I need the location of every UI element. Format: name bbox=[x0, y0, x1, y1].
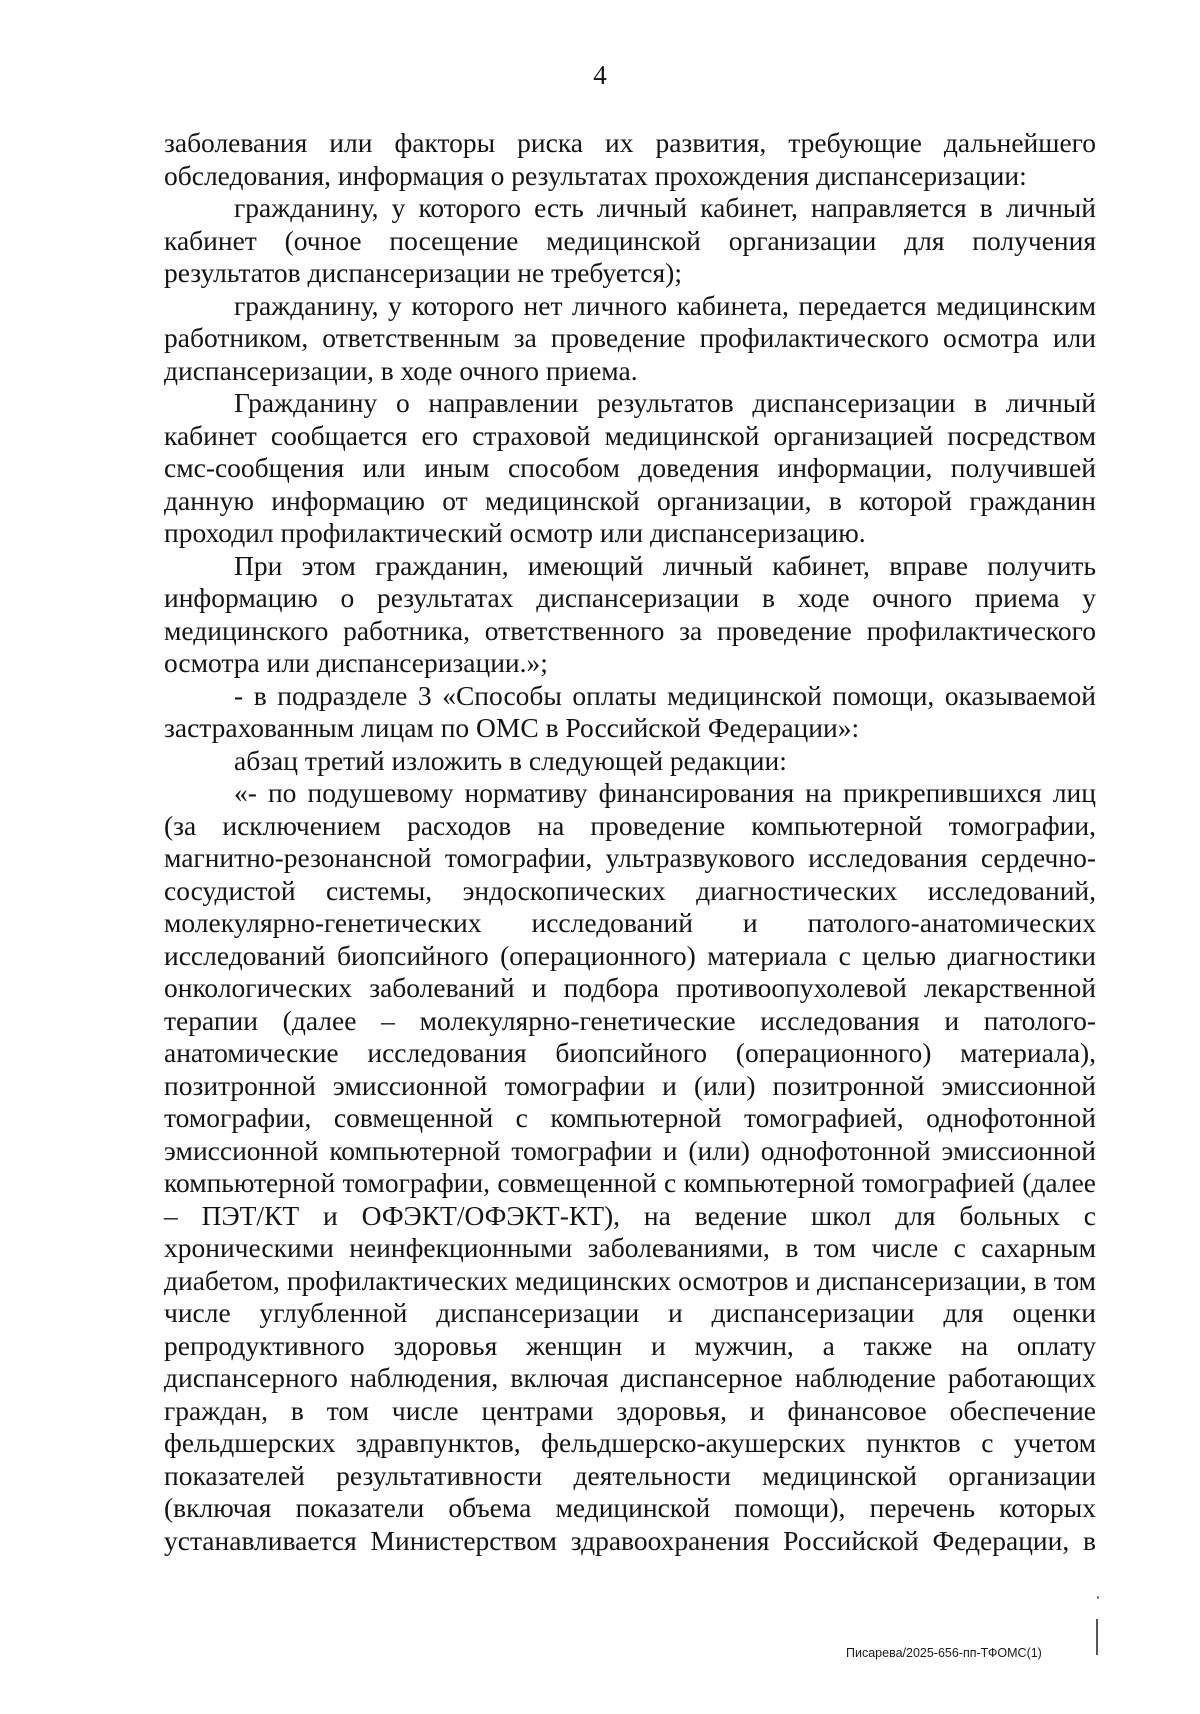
footer-document-id: Писарева/2025-656-пп-ТФОМС(1) bbox=[846, 1646, 1042, 1660]
document-body bbox=[164, 127, 1096, 1557]
paragraph-3: гражданину, у которого нет личного кабинета, передается медицинским работником, ответственным за проведение профилактического осмотра или диспансеризации, в ходе очного приема. bbox=[164, 289, 1096, 386]
paragraph-4: Гражданину о направлении результатов диспансеризации в личный кабинет сообщается его страховой медицинской организацией посредством смс-сообщения или иным способом доведения информации, получившей данную информацию от медицинской организации, в которой гражданин проходил профилактический осмотр или диспансеризацию. bbox=[164, 387, 1096, 548]
page-number: 4 bbox=[593, 60, 607, 90]
margin-mark bbox=[1096, 1619, 1098, 1655]
paragraph-7: абзац третий изложить в следующей редакции: bbox=[234, 744, 787, 776]
paragraph-2: гражданину, у которого есть личный кабинет, направляется в личный кабинет (очное посещение медицинской организации для получения результатов диспансеризации не требуется); bbox=[164, 192, 1096, 288]
paragraph-6: - в подразделе 3 «Способы оплаты медицинской помощи, оказываемой застрахованным лицам по ОМС в Российской Федерации»: bbox=[164, 679, 1096, 743]
paragraph-5: При этом гражданин, имеющий личный кабинет, вправе получить информацию о результатах диспансеризации в ходе очного приема у медицинского работника, ответственного за проведение профилактического осмотра или диспансеризации.»; bbox=[164, 549, 1096, 678]
margin-dot bbox=[1097, 1596, 1099, 1599]
paragraph-1: заболевания или факторы риска их развития, требующие дальнейшего обследования, информация о результатах прохождения диспансеризации: bbox=[164, 127, 1096, 191]
paragraph-8: «- по подушевому нормативу финансирования на прикрепившихся лиц (за исключением расходов на проведение компьютерной томографии, магнитно-резонансной томографии, ультразвукового исследования сердечно-сосудистой системы, эндоскопических диагностических исследований, молекулярно-генетических исследований и патолого-анатомических исследований биопсийного (операционного) материала с целью диагностики онкологических заболеваний и подбора противоопухолевой лекарственной терапии (далее – молекулярно-генетические исследования и патолого-анатомические исследования биопсийного (операционного) материала), позитронной эмиссионной томографии и (или) позитронной эмиссионной томографии, совмещенной с компьютерной томографией, однофотонной эмиссионной компьютерной томографии и (или) однофотонной эмиссионной компьютерной томографии, совмещенной с компьютерной томографией (далее – ПЭТ/КТ и ОФЭКТ/ОФЭКТ-КТ), на ведение школ для больных с хроническими неинфекционными заболеваниями, в том числе с сахарным диабетом, профилактических медицинских осмотров и диспансеризации, в том числе углубленной диспансеризации и диспансеризации для оценки репродуктивного здоровья женщин и мужчин, а также на оплату диспансерного наблюдения, включая диспансерное наблюдение работающих граждан, в том числе центрами здоровья, и финансовое обеспечение фельдшерских здравпунктов, фельдшерско-акушерских пунктов с учетом показателей результативности деятельности медицинской организации (включая показатели объема медицинской помощи), перечень которых устанавливается Министерством здравоохранения Российской Федерации, в bbox=[164, 777, 1096, 1556]
